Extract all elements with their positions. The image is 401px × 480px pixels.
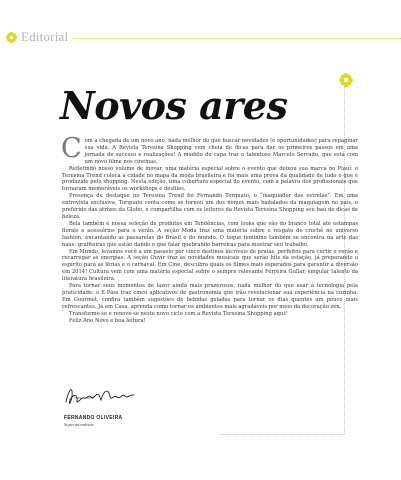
article-paragraph: Bela também é nossa seleção de produtos em Tendências, com looks que vão do branco total até estampas florais e acessórios para o verão. A seção Moda traz uma matéria sobre o resgate do crochê no universo fashion, encantando as passarelas do Brasil e do mundo. O toque feminino também se encontra na arte das naus: grafiteiras que estão dando o que falar quebrando barreiras para mostrar seu trabalho. [62, 220, 358, 248]
signature-role: Superintendente [64, 422, 94, 427]
handwritten-signature [64, 382, 144, 410]
article-paragraph: Com a chegada de um novo ano, nada melhor do que buscar novidades (e oportunidades) para repaginar sua vida. A Revista Teresina Shopping vem cheia de dicas para dar os primeiros passos em uma jornada de sucesso e realizações! A modelo de capa traz o talentoso Marcelo Serrado, que está com um novo filme nos cinemas. [61, 133, 358, 165]
bottom-divider [220, 434, 344, 435]
article-body [61, 133, 358, 324]
article-paragraph: Presença de destaque no Teresina Trend foi Fernando Torquato, o “maquiador das estrelas”. Em uma entrevista exclusiva, Torquato conta como se tornou um dos nomes mais badalados da maquiagem no país, o preferido das atrizes da Globo, e compartilha com os leitores da Revista Teresina Shopping seu baú de dicas de beleza. [62, 193, 358, 220]
article-paragraph: Para tornar seus momentos de lazer ainda mais prazerosos, nada melhor do que usar a tecnologia pela praticidade: o E-Pass traz cinco aplicativos de gastronomia que irão revolucionar sua experiência na cozinha. Em Gourmet, confira também sugestões de bebidas geladas para tornar os dias quentes um pouco mais refrescantes. Já em Casa, aprenda como tornar os ambientes mais agradáveis por meio da decoração zen. [62, 283, 358, 310]
signature-name: FERNANDO OLIVEIRA [64, 415, 123, 421]
page-title: Novos ares [60, 83, 288, 128]
article-paragraph: Refletindo nosso volume de inovar, uma matéria especial sobre o evento que deixou sua marca no Piauí: o Teresina Trend coloca a cidade no mapa da moda brasileira e foi mais uma prova da qualidade de tudo o que é produzido pelo shopping. Nesta edição, uma cobertura especial do evento, com a palavra dos profissionais que tornaram memoráveis os workshops e desfiles. [62, 165, 358, 193]
drop-cap: C [61, 133, 82, 164]
article-paragraph: Feliz Ano Novo e boa leitura! [69, 317, 146, 324]
flower-icon [338, 72, 354, 88]
article-paragraph: Em Mundo, levamos você a um passeio por cinco destinos incríveis de praias, perfeitos para curtir o verão e recarregar as energias. A seção Ouvir traz as novidades musicais que serão hits da estação, já preparando o espírito para as férias e o carnaval. Em Cine, descubra quais os filmes mais esperados para garantir a diversão em 2014! Cultura vem com uma matéria especial sobre o sempre relevante Ferreira Gullar, singular talento da literatura brasileira. [62, 248, 358, 283]
article-paragraph: Transforme-se e renove-se neste novo ciclo com a Revista Teresina Shopping aqui! [69, 310, 288, 317]
flower-icon [5, 31, 18, 44]
signature-block [64, 382, 184, 432]
section-header [5, 29, 68, 45]
top-divider [72, 38, 401, 39]
section-label: Editorial [21, 29, 69, 44]
